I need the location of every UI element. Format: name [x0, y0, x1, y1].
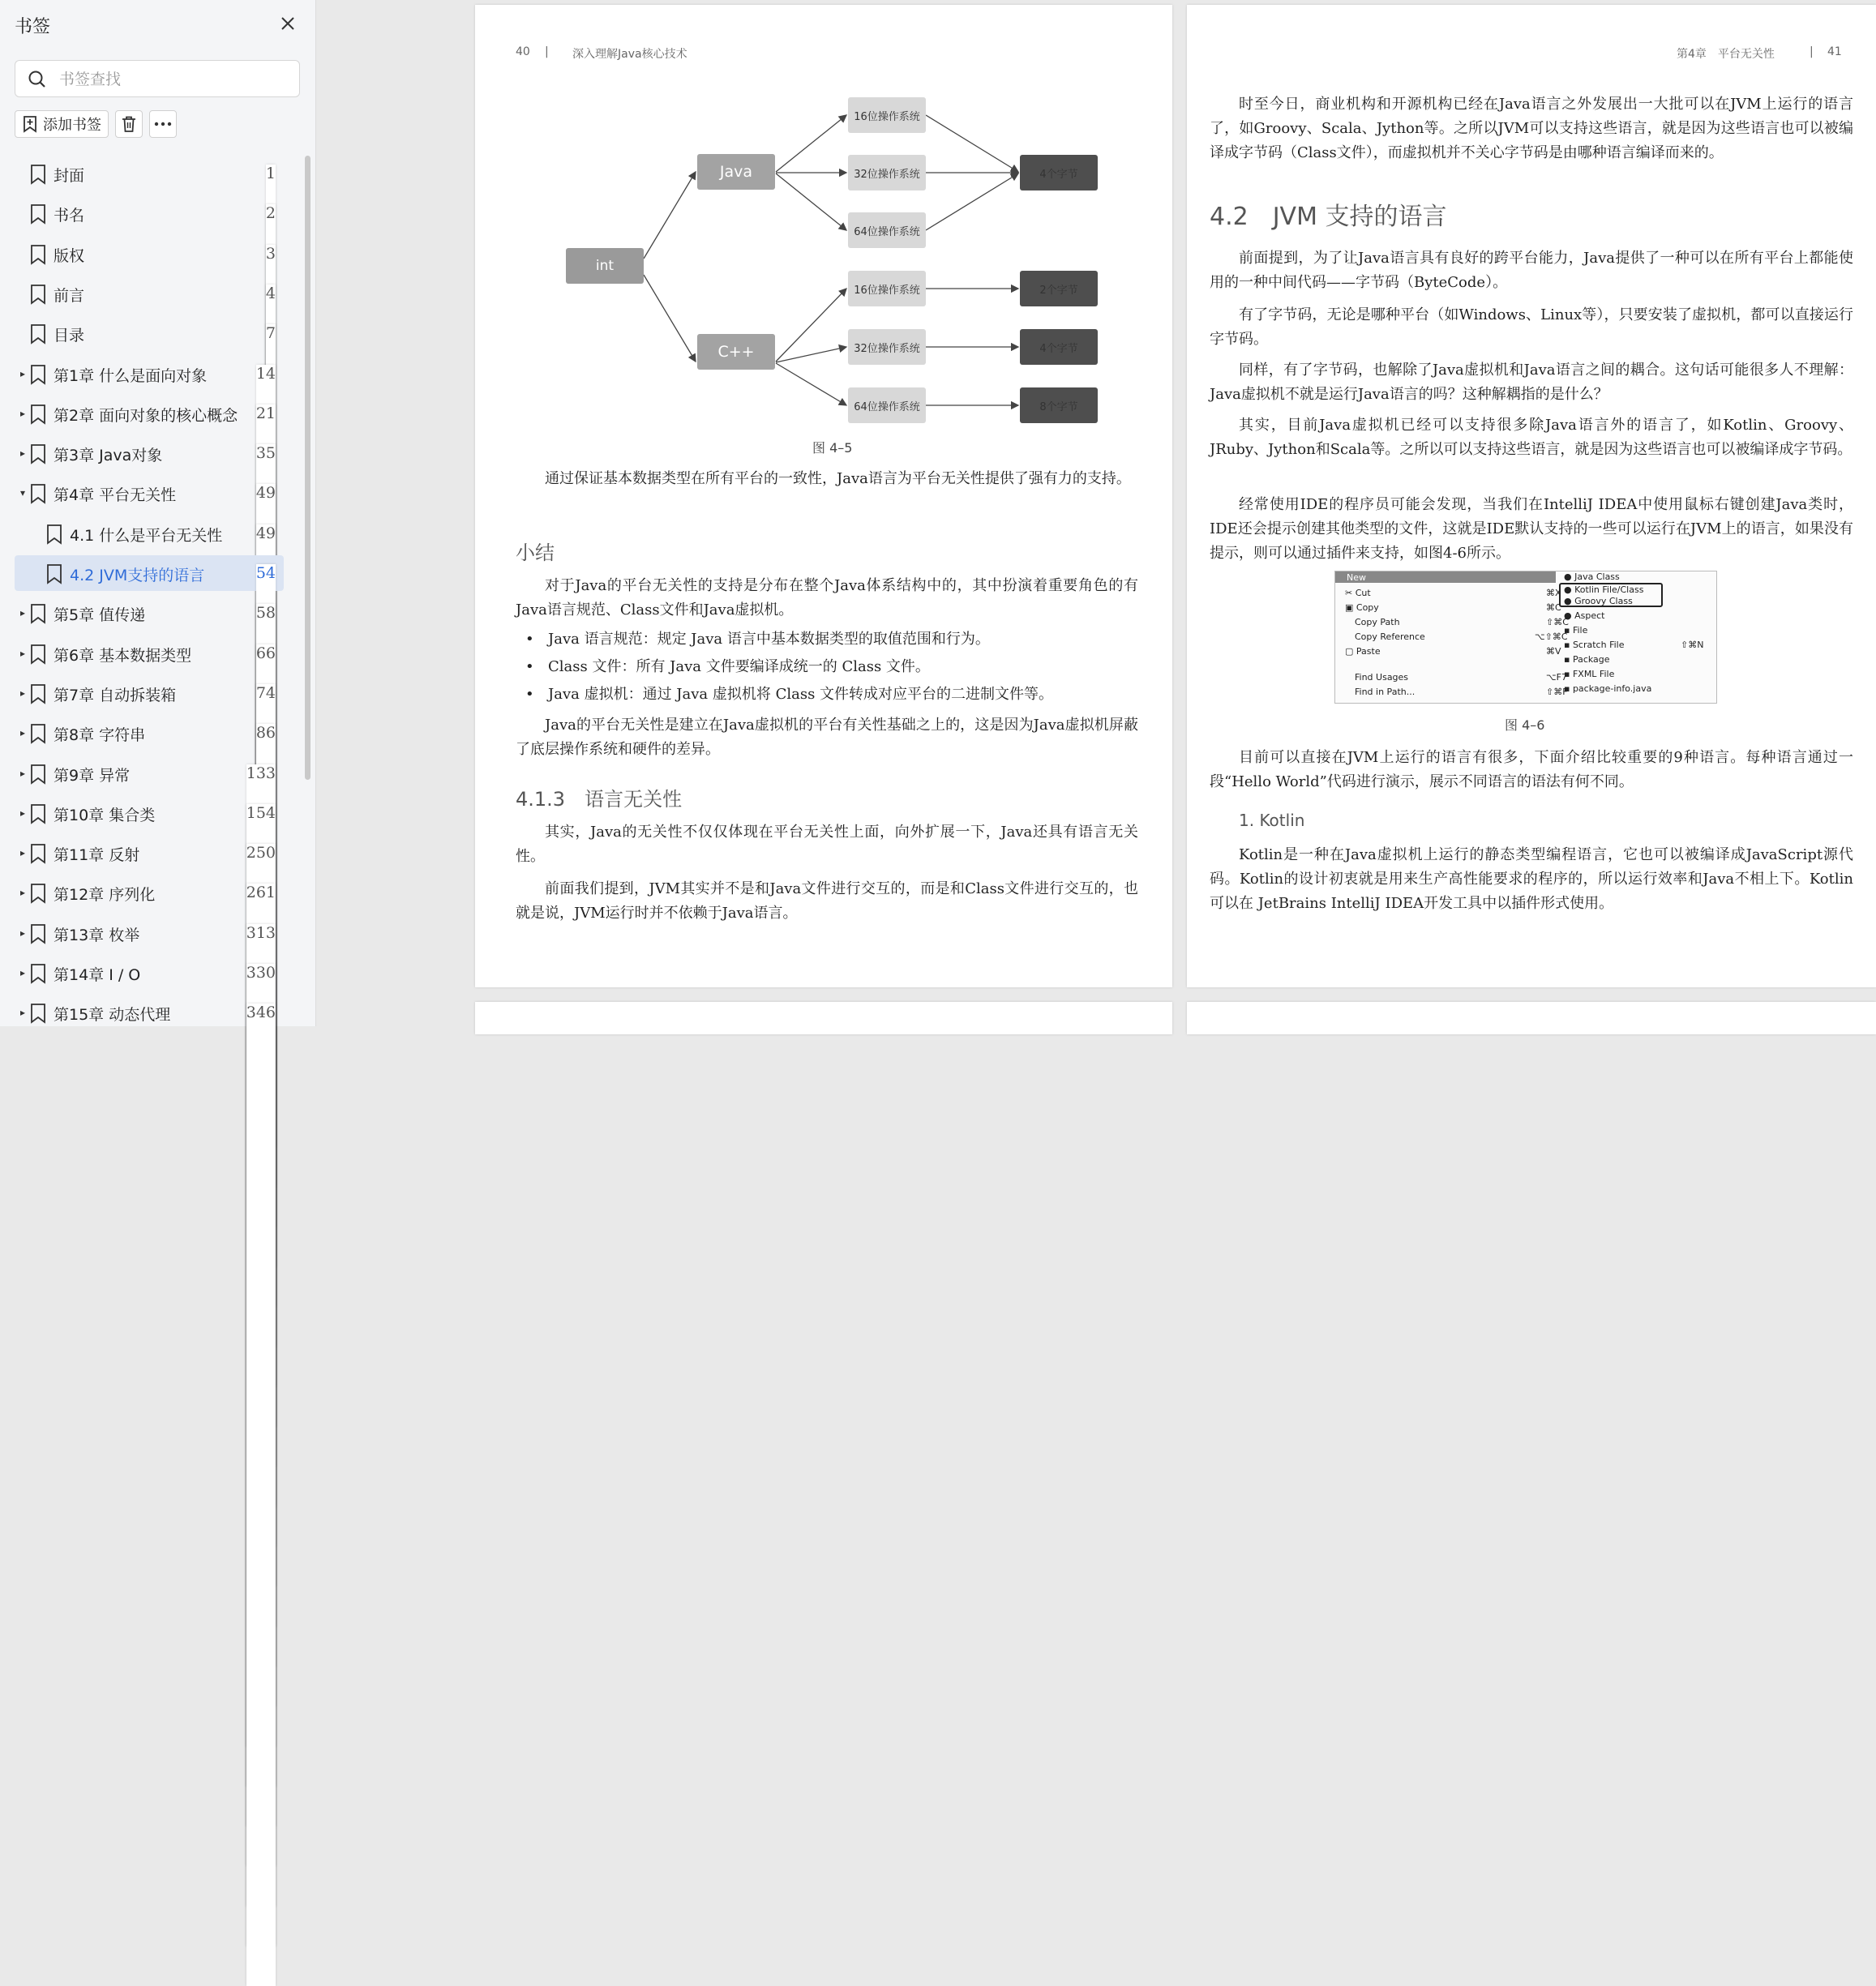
menu-new-bar	[1335, 571, 1556, 583]
bookmark-page-number: 154	[246, 804, 276, 1787]
bookmark-page-number: 35	[256, 444, 276, 1427]
bookmark-page-number: 21	[256, 404, 276, 1387]
bookmark-page-number: 313	[246, 924, 276, 1907]
bookmark-page-number: 86	[256, 724, 276, 1706]
bookmark-label: 4.1 什么是平台无关性	[70, 526, 223, 545]
bookmark-page-number: 54	[256, 564, 276, 1547]
paragraph: 同样，有了字节码，也解除了Java虚拟机和Java语言之间的耦合。这句话可能很多人不理解：Java虚拟机不就是运行Java语言的吗？这种解耦指的是什么？	[1210, 362, 1853, 403]
menu-shortcut: ⌥F7	[1546, 672, 1568, 683]
bookmark-page-number: 49	[256, 524, 276, 1507]
submenu-item: ▪ Package	[1564, 654, 1610, 665]
menu-row: Copy Path	[1355, 617, 1400, 627]
bookmark-item[interactable]	[15, 715, 284, 751]
bookmark-icon	[29, 603, 47, 624]
submenu-item: ● Java Class	[1564, 571, 1620, 582]
bookmark-icon	[29, 764, 47, 785]
bookmark-item[interactable]	[15, 835, 284, 871]
paragraph: 其实，Java的无关性不仅仅体现在平台无关性上面，向外扩展一下，Java还具有语言无关性。	[516, 824, 1138, 865]
submenu-item: ● Aspect	[1564, 610, 1605, 621]
menu-row: Find Usages	[1355, 672, 1409, 683]
bookmark-label: 前言	[54, 286, 85, 305]
expand-arrow-icon[interactable]: ▸	[19, 687, 26, 699]
document-page-left	[475, 5, 1172, 987]
node-cpp-os-16: 16位操作系统	[848, 271, 926, 306]
bookmark-search-box	[15, 60, 300, 97]
bookmark-page-number: 49	[256, 484, 276, 1466]
expand-arrow-icon[interactable]: ▸	[19, 367, 26, 379]
bookmark-icon	[29, 203, 47, 225]
submenu-item: ▪ Scratch File	[1564, 640, 1625, 650]
bookmark-page-number: 1	[266, 165, 276, 1147]
bookmark-icon	[29, 244, 47, 265]
bookmark-page-number: 58	[256, 604, 276, 1586]
bookmark-label: 第6章 基本数据类型	[54, 646, 192, 665]
more-options-button[interactable]	[149, 110, 177, 138]
bookmark-page-number: 7	[266, 324, 276, 1307]
expand-arrow-icon[interactable]: ▸	[19, 647, 26, 659]
bookmark-icon	[29, 364, 47, 385]
bookmark-icon	[29, 443, 47, 464]
bookmark-label: 第8章 字符串	[54, 726, 146, 745]
bookmark-page-number: 66	[256, 644, 276, 1627]
node-cpp-bytes-64: 8个字节	[1020, 387, 1098, 423]
node-java-bytes: 4个字节	[1020, 155, 1098, 190]
bookmark-item[interactable]	[15, 195, 284, 231]
bookmark-item[interactable]	[15, 276, 284, 311]
add-bookmark-label: 添加书签	[43, 117, 101, 134]
bookmark-item[interactable]	[15, 396, 284, 431]
bookmark-page-number: 14	[256, 365, 276, 1347]
expand-arrow-icon[interactable]: ▸	[19, 407, 26, 419]
expand-arrow-icon[interactable]: ▸	[19, 967, 26, 978]
bookmark-label: 4.2 JVM支持的语言	[70, 567, 205, 584]
node-java-os-64: 64位操作系统	[848, 212, 926, 248]
paragraph: 通过保证基本数据类型在所有平台的一致性，Java语言为平台无关性提供了强有力的支持。	[545, 470, 1131, 487]
subsection-heading-kotlin: 1. Kotlin	[1239, 811, 1305, 830]
menu-shortcut: ⇧⌘F	[1546, 687, 1568, 697]
bookmark-icon	[29, 803, 47, 824]
bookmark-label: 第10章 集合类	[54, 806, 156, 824]
bookmark-item[interactable]	[15, 236, 284, 272]
menu-row: Find in Path...	[1355, 687, 1416, 697]
submenu-item: ▪ FXML File	[1564, 669, 1615, 679]
menu-row: Copy Reference	[1355, 631, 1425, 642]
bookmark-page-number: 261	[246, 884, 276, 1866]
expand-arrow-icon[interactable]: ▸	[19, 927, 26, 939]
expand-arrow-icon[interactable]: ▸	[19, 807, 26, 819]
bookmark-icon	[29, 883, 47, 904]
menu-shortcut: ⌘X	[1546, 588, 1561, 598]
bookmark-icon	[29, 483, 47, 504]
next-page-right-edge	[1187, 1002, 1876, 1034]
bookmark-icon	[29, 323, 47, 345]
node-java: Java	[697, 154, 775, 190]
sidebar-title: 书签	[15, 17, 51, 37]
bullet-item: • Java 语言规范：规定 Java 语言中基本数据类型的取值范围和行为。	[548, 627, 1138, 652]
submenu-item: ● Kotlin File/Class	[1564, 584, 1644, 595]
header-divider: |	[545, 45, 549, 58]
sidebar-scrollbar[interactable]	[305, 156, 311, 780]
node-cpp-os-32: 32位操作系统	[848, 329, 926, 365]
submenu-item: ▪ package-info.java	[1564, 683, 1652, 694]
bookmark-icon	[29, 644, 47, 665]
bookmark-label: 目录	[54, 327, 85, 345]
expand-arrow-icon[interactable]: ▸	[19, 1007, 26, 1019]
expand-arrow-icon[interactable]: ▾	[19, 487, 26, 499]
bookmark-item[interactable]	[15, 555, 284, 591]
bookmark-label: 第12章 序列化	[54, 886, 156, 905]
bookmark-item[interactable]	[15, 636, 284, 671]
paragraph: Java的平台无关性是建立在Java虚拟机的平台有关性基础之上的，这是因为Java虚拟机屏蔽了底层操作系统和硬件的差异。	[516, 717, 1138, 758]
page-number: 41	[1827, 45, 1842, 58]
expand-arrow-icon[interactable]: ▸	[19, 607, 26, 619]
bookmark-label: 书名	[54, 207, 85, 225]
menu-shortcut: ⇧⌘N	[1681, 640, 1704, 650]
search-icon	[27, 69, 48, 90]
bookmark-label: 第2章 面向对象的核心概念	[54, 406, 238, 425]
menu-new: New	[1347, 572, 1366, 583]
paragraph: 前面我们提到，JVM其实并不是和Java文件进行交互的，而是和Class文件进行交互的，也就是说，JVM运行时并不依赖于Java语言。	[516, 880, 1138, 922]
paragraph: 对于Java的平台无关性的支持是分布在整个Java体系结构中的，其中扮演着重要角色的有Java语言规范、Class文件和Java虚拟机。	[516, 577, 1138, 618]
bookmark-page-number: 133	[246, 764, 276, 1747]
figure-4-6-menu-screenshot	[1334, 571, 1717, 704]
paragraph: 前面提到，为了让Java语言具有良好的跨平台能力，Java提供了一种可以在所有平台上都能使用的一种中间代码——字节码（ByteCode）。	[1210, 250, 1853, 291]
bookmark-item[interactable]	[15, 795, 284, 831]
bookmark-icon	[29, 723, 47, 744]
bookmark-label: 第1章 什么是面向对象	[54, 366, 208, 385]
bookmark-item[interactable]	[15, 915, 284, 951]
node-java-os-16: 16位操作系统	[848, 97, 926, 133]
bookmark-label: 第3章 Java对象	[54, 447, 163, 465]
bookmark-icon	[29, 1003, 47, 1024]
header-divider: |	[1810, 45, 1814, 58]
bookmark-item[interactable]	[15, 755, 284, 791]
bookmark-page-number: 250	[246, 844, 276, 1826]
bookmark-label: 第4章 平台无关性	[54, 486, 177, 505]
running-header: 深入理解Java核心技术	[572, 48, 687, 61]
paragraph: 时至今日，商业机构和开源机构已经在Java语言之外发展出一大批可以在JVM上运行的语言了，如Groovy、Scala、Jython等。之所以JVM可以支持这些语言，就是因为这些语言也可以被编译成字节码（Class文件），而虚拟机并不关心字节码是由哪种语言编译而来的。	[1210, 96, 1853, 161]
page-number: 40	[516, 45, 530, 58]
bookmark-item[interactable]	[15, 356, 284, 392]
bookmark-label: 第7章 自动拆装箱	[54, 686, 177, 704]
figure-caption: 图 4–6	[1505, 717, 1545, 733]
expand-arrow-icon[interactable]: ▸	[19, 447, 26, 460]
bookmark-icon	[29, 404, 47, 425]
bookmark-label: 第9章 异常	[54, 766, 131, 785]
bookmark-item[interactable]	[15, 516, 284, 551]
figure-4-5-diagram	[475, 5, 1172, 459]
trash-icon	[121, 115, 137, 133]
bookmark-icon	[29, 164, 47, 185]
menu-row: ▢ Paste	[1345, 646, 1381, 657]
node-cpp-bytes-16: 2个字节	[1020, 271, 1098, 306]
menu-shortcut: ⌘V	[1546, 646, 1561, 657]
bookmark-label: 版权	[54, 246, 85, 265]
close-icon[interactable]	[276, 11, 300, 36]
section-heading-summary: 小结	[516, 541, 555, 564]
bookmark-icon	[29, 284, 47, 305]
figure-caption: 图 4–5	[812, 440, 853, 456]
bookmark-icon	[29, 963, 47, 984]
bookmark-icon	[45, 563, 63, 584]
section-heading-4-1-3: 4.1.3 语言无关性	[516, 788, 683, 811]
running-header: 第4章 平台无关性	[1677, 48, 1775, 61]
bullet-item: • Java 虚拟机：通过 Java 虚拟机将 Class 文件转成对应平台的二进制文件等。	[548, 683, 1138, 707]
bookmark-item[interactable]	[15, 995, 284, 1030]
bookmark-page-number: 346	[246, 1004, 276, 1986]
expand-arrow-icon[interactable]: ▸	[19, 767, 26, 779]
submenu-item: ● Groovy Class	[1564, 596, 1633, 606]
bookmark-icon	[29, 843, 47, 864]
bookmark-item[interactable]	[15, 475, 284, 511]
bookmark-page-number: 2	[266, 204, 276, 1187]
bookmark-page-number: 74	[256, 684, 276, 1667]
bookmark-item[interactable]	[15, 156, 284, 191]
menu-shortcut: ⌘C	[1546, 602, 1561, 613]
expand-arrow-icon[interactable]: ▸	[19, 887, 26, 899]
bookmark-icon	[29, 683, 47, 704]
expand-arrow-icon[interactable]: ▸	[19, 727, 26, 739]
add-bookmark-button[interactable]	[15, 110, 109, 138]
menu-row: ▣ Copy	[1345, 602, 1379, 613]
node-cpp-bytes-32: 4个字节	[1020, 329, 1098, 365]
bookmark-item[interactable]	[15, 315, 284, 351]
paragraph: 有了字节码，无论是哪种平台（如Windows、Linux等），只要安装了虚拟机，都可以直接运行字节码。	[1210, 306, 1853, 348]
add-bookmark-icon	[22, 115, 38, 133]
bookmark-label: 封面	[54, 167, 85, 185]
more-icon	[154, 122, 172, 126]
paragraph: 其实，目前Java虚拟机已经可以支持很多除Java语言外的语言了，如Kotlin、Groovy、JRuby、Jython和Scala等。之所以可以支持这些语言，就是因为这些语言也可以被编译成字节码。	[1210, 417, 1853, 458]
paragraph: 经常使用IDE的程序员可能会发现，当我们在IntelliJ IDEA中使用鼠标右键创建Java类时，IDE还会提示创建其他类型的文件，这就是IDE默认支持的一些可以运行在JVM上的语言，如果没有提示，则可以通过插件来支持，如图4-6所示。	[1210, 496, 1853, 562]
bookmark-item[interactable]	[15, 435, 284, 471]
bookmark-label: 第13章 枚举	[54, 926, 140, 944]
bookmark-sidebar	[0, 0, 316, 1026]
bullet-item: • Class 文件：所有 Java 文件要编译成统一的 Class 文件。	[548, 655, 1138, 679]
node-java-os-32: 32位操作系统	[848, 155, 926, 190]
bookmark-label: 第14章 I / O	[54, 966, 141, 984]
bookmark-item[interactable]	[15, 955, 284, 991]
menu-row: ✂ Cut	[1345, 588, 1371, 598]
expand-arrow-icon[interactable]: ▸	[19, 847, 26, 859]
bookmark-label: 第11章 反射	[54, 846, 140, 865]
delete-bookmark-button[interactable]	[115, 110, 143, 138]
node-int: int	[566, 248, 644, 284]
next-page-left-edge	[475, 1002, 1172, 1034]
paragraph: Kotlin是一种在Java虚拟机上运行的静态类型编程语言，它也可以被编译成JavaScript源代码。Kotlin的设计初衷就是用来生产高性能要求的程序的，所以运行效率和Java不相上下。Kotlin可以在 JetBrains IntelliJ IDEA开发工具中以插件形式使用。	[1210, 846, 1853, 912]
bookmark-item[interactable]	[15, 595, 284, 631]
bookmark-icon	[45, 524, 63, 545]
bookmark-search-input[interactable]	[58, 67, 288, 92]
bookmark-page-number: 4	[266, 285, 276, 1267]
section-heading-4-2: 4.2 JVM 支持的语言	[1210, 203, 1447, 231]
bookmark-page-number: 3	[266, 245, 276, 1227]
bookmark-label: 第15章 动态代理	[54, 1006, 171, 1025]
bookmark-item[interactable]	[15, 675, 284, 711]
node-cpp-os-64: 64位操作系统	[848, 387, 926, 423]
document-page-right	[1187, 5, 1876, 987]
menu-shortcut: ⇧⌘C	[1546, 617, 1569, 627]
bookmark-label: 第5章 值传递	[54, 606, 146, 625]
bookmark-icon	[29, 923, 47, 944]
submenu-item: ▪ File	[1564, 625, 1588, 636]
menu-shortcut: ⌥⇧⌘C	[1535, 631, 1568, 642]
bookmark-page-number: 330	[246, 964, 276, 1946]
paragraph: 目前可以直接在JVM上运行的语言有很多，下面介绍比较重要的9种语言。每种语言通过一段“Hello World”代码进行演示，展示不同语言的语法有何不同。	[1210, 749, 1853, 790]
node-cpp: C++	[697, 334, 775, 370]
bookmark-item[interactable]	[15, 875, 284, 910]
